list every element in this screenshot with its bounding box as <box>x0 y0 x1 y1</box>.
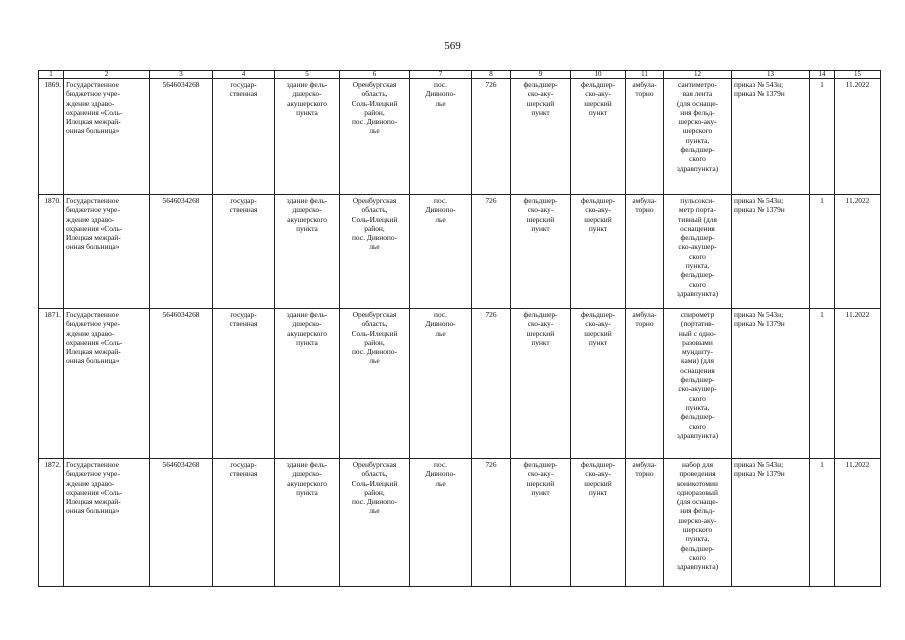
column-number: 11 <box>626 71 664 79</box>
column-number: 12 <box>664 71 732 79</box>
column-number: 15 <box>835 71 881 79</box>
building-type: здание фель- дшерско- акушерского пункта <box>275 459 340 587</box>
code: 726 <box>472 459 511 587</box>
equipment-name: набор для проведения коникотомии одноразовый (для оснаще- ния фельд- шерско-аку- шерского пункта, фельдшер- ского здравпункта) <box>664 459 732 587</box>
column-number: 6 <box>340 71 410 79</box>
table-row <box>39 459 881 587</box>
column-number: 14 <box>810 71 835 79</box>
subdivision: фельдшер- ско-аку- шерский пункт <box>571 79 626 195</box>
quantity: 1 <box>810 459 835 587</box>
code: 726 <box>472 309 511 459</box>
care-form: амбула- торно <box>626 79 664 195</box>
row-number: 1870. <box>39 195 64 309</box>
care-form: амбула- торно <box>626 309 664 459</box>
inn-code: 5646034268 <box>150 459 213 587</box>
column-number: 13 <box>732 71 810 79</box>
address: Оренбургская область, Соль-Илецкий район, пос. Дивнопо- лье <box>340 459 410 587</box>
quantity: 1 <box>810 195 835 309</box>
subdivision: фельдшер- ско-аку- шерский пункт <box>571 195 626 309</box>
locality: пос. Дивнопо- лье <box>410 195 472 309</box>
quantity: 1 <box>810 309 835 459</box>
care-form: амбула- торно <box>626 459 664 587</box>
subdivision: фельдшер- ско-аку- шерский пункт <box>571 459 626 587</box>
date: 11.2022 <box>835 459 881 587</box>
date: 11.2022 <box>835 309 881 459</box>
ownership-form: государ- ственная <box>213 79 275 195</box>
register-table <box>38 70 881 587</box>
table-row <box>39 309 881 459</box>
column-number: 8 <box>472 71 511 79</box>
column-number: 1 <box>39 71 64 79</box>
address: Оренбургская область, Соль-Илецкий район, пос. Дивнопо- лье <box>340 309 410 459</box>
row-number: 1872. <box>39 459 64 587</box>
quantity: 1 <box>810 79 835 195</box>
row-number: 1869. <box>39 79 64 195</box>
equipment-name: сантиметро- вая лента (для оснаще- ния фельд- шерско-аку- шерского пункта, фельдшер- ского здравпункта) <box>664 79 732 195</box>
column-number: 4 <box>213 71 275 79</box>
inn-code: 5646034268 <box>150 195 213 309</box>
organization-name: Государственное бюджетное учре- ждение здраво- охранения «Соль- Илецкая межрай- онная больница» <box>64 195 150 309</box>
care-form: амбула- торно <box>626 195 664 309</box>
unit-type: фельдшер- ско-аку- шерский пункт <box>511 79 571 195</box>
table-row <box>39 195 881 309</box>
organization-name: Государственное бюджетное учре- ждение здраво- охранения «Соль- Илецкая межрай- онная больница» <box>64 309 150 459</box>
equipment-name: пульсокси- метр порта- тивный (для оснащения фельдшер- ско-акушер- ского пункта, фельдшер- ского здравпункта) <box>664 195 732 309</box>
orders: приказ № 543н; приказ № 1379н <box>732 459 810 587</box>
organization-name: Государственное бюджетное учре- ждение здраво- охранения «Соль- Илецкая межрай- онная больница» <box>64 79 150 195</box>
row-number: 1871. <box>39 309 64 459</box>
address: Оренбургская область, Соль-Илецкий район, пос. Дивнопо- лье <box>340 195 410 309</box>
page-number: 569 <box>444 40 461 52</box>
locality: пос. Дивнопо- лье <box>410 79 472 195</box>
column-number: 3 <box>150 71 213 79</box>
date: 11.2022 <box>835 79 881 195</box>
orders: приказ № 543н; приказ № 1379н <box>732 309 810 459</box>
unit-type: фельдшер- ско-аку- шерский пункт <box>511 309 571 459</box>
building-type: здание фель- дшерско- акушерского пункта <box>275 309 340 459</box>
building-type: здание фель- дшерско- акушерского пункта <box>275 79 340 195</box>
subdivision: фельдшер- ско-аку- шерский пункт <box>571 309 626 459</box>
building-type: здание фель- дшерско- акушерского пункта <box>275 195 340 309</box>
inn-code: 5646034268 <box>150 309 213 459</box>
table-row <box>39 79 881 195</box>
column-number: 2 <box>64 71 150 79</box>
orders: приказ № 543н; приказ № 1379н <box>732 79 810 195</box>
code: 726 <box>472 195 511 309</box>
ownership-form: государ- ственная <box>213 459 275 587</box>
column-number: 9 <box>511 71 571 79</box>
date: 11.2022 <box>835 195 881 309</box>
inn-code: 5646034268 <box>150 79 213 195</box>
locality: пос. Дивнопо- лье <box>410 459 472 587</box>
column-number: 5 <box>275 71 340 79</box>
unit-type: фельдшер- ско-аку- шерский пункт <box>511 195 571 309</box>
code: 726 <box>472 79 511 195</box>
ownership-form: государ- ственная <box>213 195 275 309</box>
unit-type: фельдшер- ско-аку- шерский пункт <box>511 459 571 587</box>
equipment-name: спирометр (портатив- ный с одно- разовыми мундшту- ками) (для оснащения фельдшер- ско-акушер- ского пункта, фельдшер- ского здравпункта) <box>664 309 732 459</box>
column-number: 7 <box>410 71 472 79</box>
column-number: 10 <box>571 71 626 79</box>
organization-name: Государственное бюджетное учре- ждение здраво- охранения «Соль- Илецкая межрай- онная больница» <box>64 459 150 587</box>
orders: приказ № 543н; приказ № 1379н <box>732 195 810 309</box>
column-number-row <box>39 71 881 79</box>
ownership-form: государ- ственная <box>213 309 275 459</box>
address: Оренбургская область, Соль-Илецкий район, пос. Дивнопо- лье <box>340 79 410 195</box>
locality: пос. Дивнопо- лье <box>410 309 472 459</box>
